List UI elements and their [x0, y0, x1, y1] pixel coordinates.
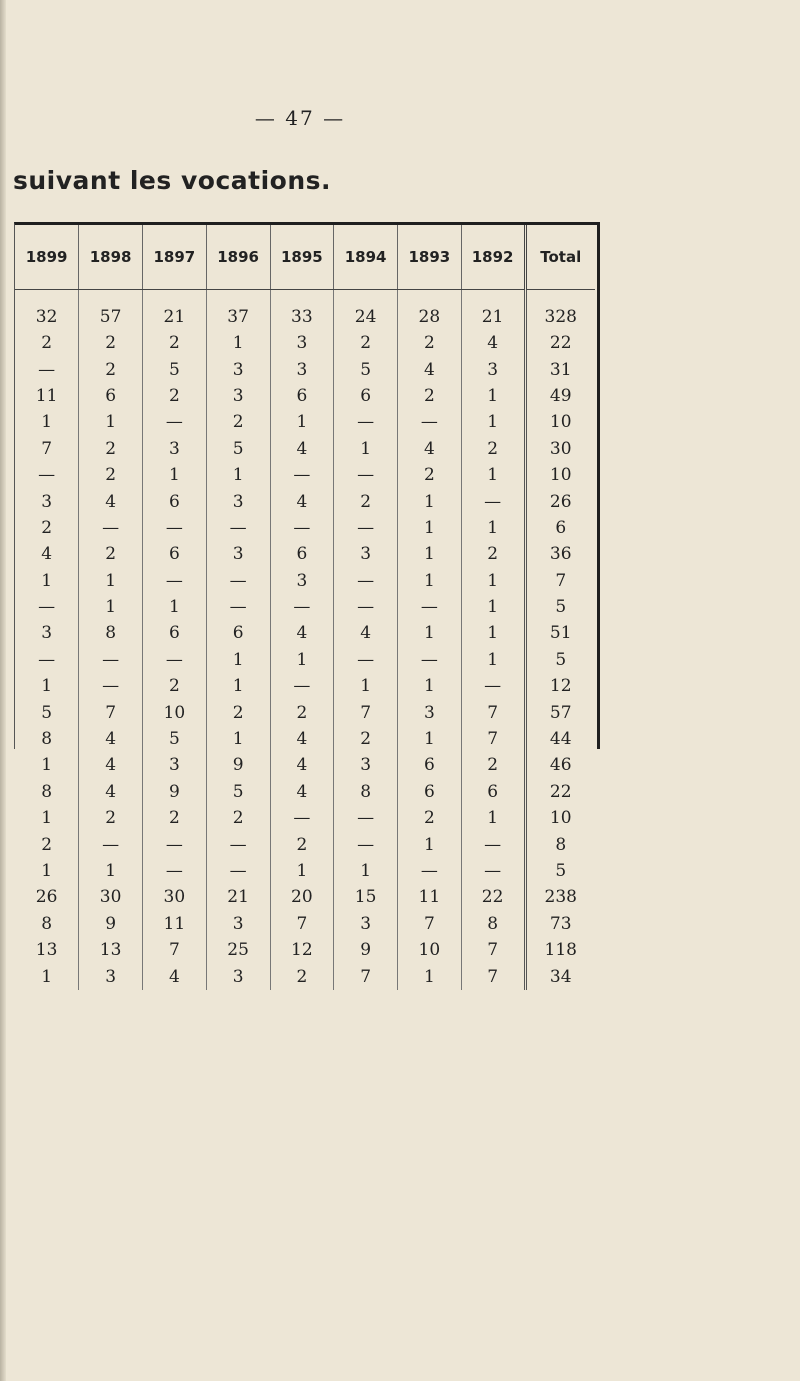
table-cell: 4 — [270, 779, 334, 805]
table-cell: — — [461, 673, 525, 699]
table-cell: 6 — [461, 779, 525, 805]
table-body — [15, 290, 595, 990]
table-cell: — — [398, 858, 462, 884]
table-cell: 24 — [334, 290, 398, 331]
table-cell: 1 — [270, 409, 334, 435]
table-cell: 4 — [79, 488, 143, 514]
table-cell: 3 — [41, 623, 53, 644]
table-cell: 2 — [398, 462, 462, 488]
table-cell: 1 — [79, 858, 143, 884]
table-cell: — — [270, 515, 334, 541]
table-cell: — — [143, 647, 207, 673]
table-cell: 30 — [79, 884, 143, 910]
table-cell: 6 — [143, 541, 207, 567]
table-cell: 26 — [35, 887, 58, 908]
table-row — [15, 330, 595, 356]
table-row — [15, 594, 595, 620]
table-cell: 4 — [398, 356, 462, 382]
table-cell: 11 — [35, 385, 58, 406]
table-row — [15, 436, 595, 462]
table-cell: 6 — [334, 383, 398, 409]
table-cell: 9 — [143, 779, 207, 805]
table-row — [15, 911, 595, 937]
table-cell: 1 — [41, 861, 53, 881]
table-row — [15, 937, 595, 963]
table-cell: 1 — [79, 594, 143, 620]
table-cell: 1 — [41, 966, 53, 987]
table-cell: — — [206, 594, 270, 620]
table-cell: 3 — [206, 911, 270, 937]
table-cell: 5 — [41, 702, 53, 723]
table-cell: 2 — [79, 356, 143, 382]
page-number: — 47 — — [254, 106, 346, 130]
table-cell: 4 — [270, 436, 334, 462]
table-cell: 1 — [398, 515, 462, 541]
table-cell: 3 — [206, 541, 270, 567]
table-cell: 7 — [270, 911, 334, 937]
table-cell: 3 — [79, 963, 143, 989]
table-cell: 2 — [206, 409, 270, 435]
table-cell: 3 — [143, 752, 207, 778]
table-row — [15, 409, 595, 435]
table-cell: 4 — [79, 726, 143, 752]
table-cell: 3 — [334, 541, 398, 567]
table-cell: 13 — [79, 937, 143, 963]
table-cell: 6 — [270, 383, 334, 409]
total-cell: 8 — [525, 831, 595, 857]
table-cell: 3 — [270, 568, 334, 594]
table-row — [15, 541, 595, 567]
table-cell: 1 — [41, 755, 53, 776]
vocations-table-frame — [14, 222, 600, 987]
table-cell: 1 — [206, 647, 270, 673]
table-cell: 2 — [398, 383, 462, 409]
table-cell: 7 — [461, 963, 525, 989]
table-cell: 4 — [398, 436, 462, 462]
table-cell: 20 — [270, 884, 334, 910]
table-cell: 7 — [461, 726, 525, 752]
table-cell: 2 — [41, 333, 53, 354]
table-cell: 2 — [79, 330, 143, 356]
total-cell: 7 — [525, 568, 595, 594]
table-cell: 1 — [398, 488, 462, 514]
table-cell: 8 — [461, 911, 525, 937]
table-row — [15, 647, 595, 673]
table-cell: 3 — [41, 491, 53, 512]
table-cell: 2 — [461, 752, 525, 778]
page-heading: suivant les vocations. — [13, 166, 332, 195]
table-cell: 6 — [206, 620, 270, 646]
table-row — [15, 752, 595, 778]
table-cell: 21 — [461, 290, 525, 331]
table-cell: 1 — [398, 620, 462, 646]
table-cell: 6 — [398, 752, 462, 778]
table-cell: 21 — [206, 884, 270, 910]
table-cell: 1 — [206, 462, 270, 488]
table-cell: 37 — [206, 290, 270, 331]
total-cell: 328 — [525, 290, 595, 331]
table-row — [15, 884, 595, 910]
table-cell: 4 — [270, 488, 334, 514]
total-cell: 73 — [525, 911, 595, 937]
table-cell: 1 — [461, 515, 525, 541]
table-cell: 5 — [143, 356, 207, 382]
table-cell: 2 — [461, 436, 525, 462]
total-cell: 12 — [525, 673, 595, 699]
table-cell: 2 — [270, 699, 334, 725]
table-cell: — — [398, 594, 462, 620]
table-cell: 1 — [143, 462, 207, 488]
header-year-1894: 1894 — [334, 225, 398, 290]
total-cell: 44 — [525, 726, 595, 752]
table-cell: 1 — [270, 858, 334, 884]
table-cell: — — [334, 647, 398, 673]
total-cell: 5 — [525, 858, 595, 884]
table-cell: — — [334, 568, 398, 594]
table-cell: 3 — [270, 330, 334, 356]
table-cell: 5 — [206, 779, 270, 805]
table-cell: 3 — [206, 383, 270, 409]
table-cell: 25 — [206, 937, 270, 963]
table-cell: 1 — [398, 726, 462, 752]
table-cell: 8 — [41, 913, 53, 934]
table-cell: 2 — [143, 805, 207, 831]
total-cell: 6 — [525, 515, 595, 541]
table-cell: — — [79, 673, 143, 699]
table-cell: 1 — [461, 647, 525, 673]
table-cell: 1 — [334, 436, 398, 462]
total-cell: 10 — [525, 805, 595, 831]
table-cell: 10 — [143, 699, 207, 725]
table-cell: — — [270, 805, 334, 831]
table-cell: 7 — [461, 699, 525, 725]
table-cell: 8 — [79, 620, 143, 646]
total-cell: 46 — [525, 752, 595, 778]
table-cell: 3 — [206, 963, 270, 989]
table-cell: — — [334, 462, 398, 488]
table-cell: — — [206, 515, 270, 541]
table-cell: 1 — [41, 412, 53, 433]
table-cell: — — [334, 831, 398, 857]
table-header-row — [15, 225, 595, 290]
table-cell: — — [334, 515, 398, 541]
total-cell: 34 — [525, 963, 595, 989]
table-cell: 4 — [143, 963, 207, 989]
table-cell: 6 — [143, 620, 207, 646]
table-cell: 6 — [143, 488, 207, 514]
table-cell: 4 — [334, 620, 398, 646]
total-cell: 238 — [525, 884, 595, 910]
table-cell: 2 — [334, 726, 398, 752]
table-cell: 1 — [461, 620, 525, 646]
table-cell: 4 — [79, 779, 143, 805]
table-cell: — — [79, 515, 143, 541]
table-cell: 1 — [461, 462, 525, 488]
table-cell: 10 — [398, 937, 462, 963]
table-row — [15, 290, 595, 331]
table-row — [15, 383, 595, 409]
table-row — [15, 620, 595, 646]
table-cell: 13 — [35, 940, 58, 961]
table-cell: — — [79, 647, 143, 673]
table-cell: 1 — [41, 676, 53, 697]
table-cell: — — [143, 515, 207, 541]
table-cell: 2 — [143, 383, 207, 409]
table-row — [15, 779, 595, 805]
table-cell: — — [398, 647, 462, 673]
table-cell: 2 — [461, 541, 525, 567]
table-cell: 4 — [461, 330, 525, 356]
table-row — [15, 699, 595, 725]
table-cell: 7 — [334, 963, 398, 989]
table-cell: 8 — [41, 729, 53, 750]
table-cell: 9 — [79, 911, 143, 937]
table-cell: 1 — [398, 568, 462, 594]
table-row — [15, 726, 595, 752]
total-cell: 22 — [525, 330, 595, 356]
table-row — [15, 963, 595, 989]
table-cell: 7 — [461, 937, 525, 963]
table-cell: 1 — [79, 568, 143, 594]
table-row — [15, 673, 595, 699]
total-cell: 51 — [525, 620, 595, 646]
page-binding-edge — [0, 0, 6, 1381]
table-cell: 5 — [334, 356, 398, 382]
table-cell: 1 — [206, 330, 270, 356]
table-cell: 4 — [270, 620, 334, 646]
total-cell: 26 — [525, 488, 595, 514]
table-cell: 1 — [398, 831, 462, 857]
table-cell: — — [143, 409, 207, 435]
total-cell: 10 — [525, 462, 595, 488]
table-cell: 3 — [270, 356, 334, 382]
table-cell: 2 — [41, 834, 53, 855]
table-cell: 4 — [79, 752, 143, 778]
table-cell: 3 — [334, 752, 398, 778]
table-cell: 9 — [206, 752, 270, 778]
table-cell: 9 — [334, 937, 398, 963]
total-cell: 57 — [525, 699, 595, 725]
header-year-1897: 1897 — [143, 225, 207, 290]
table-cell: 4 — [270, 726, 334, 752]
table-cell: 5 — [143, 726, 207, 752]
table-cell: 1 — [41, 808, 53, 829]
table-cell: 4 — [41, 544, 53, 565]
table-cell: 1 — [461, 594, 525, 620]
table-cell: 2 — [143, 330, 207, 356]
total-cell: 36 — [525, 541, 595, 567]
table-cell: 1 — [461, 805, 525, 831]
table-cell: 32 — [35, 307, 58, 327]
table-cell: 3 — [461, 356, 525, 382]
table-cell: 30 — [143, 884, 207, 910]
table-cell: 3 — [206, 356, 270, 382]
table-cell: 12 — [270, 937, 334, 963]
table-cell: 1 — [398, 963, 462, 989]
table-cell: — — [334, 594, 398, 620]
table-cell: — — [38, 649, 56, 670]
table-cell: — — [461, 858, 525, 884]
table-cell: 8 — [334, 779, 398, 805]
table-cell: 1 — [461, 568, 525, 594]
table-cell: — — [270, 462, 334, 488]
table-cell: 1 — [206, 726, 270, 752]
table-cell: 1 — [398, 541, 462, 567]
table-cell: — — [38, 465, 56, 486]
header-total: Total — [525, 225, 595, 290]
table-cell: 1 — [143, 594, 207, 620]
table-cell: 1 — [334, 673, 398, 699]
table-cell: 2 — [41, 517, 53, 538]
table-cell: — — [461, 488, 525, 514]
table-cell: 2 — [334, 330, 398, 356]
table-cell: 11 — [398, 884, 462, 910]
table-cell: 2 — [270, 963, 334, 989]
table-cell: — — [461, 831, 525, 857]
total-cell: 5 — [525, 594, 595, 620]
table-cell: — — [79, 831, 143, 857]
table-cell: 2 — [334, 488, 398, 514]
table-cell: — — [206, 858, 270, 884]
table-cell: — — [143, 831, 207, 857]
total-cell: 10 — [525, 409, 595, 435]
table-cell: 2 — [206, 699, 270, 725]
table-cell: — — [270, 673, 334, 699]
table-row — [15, 858, 595, 884]
total-cell: 5 — [525, 647, 595, 673]
table-cell: 6 — [79, 383, 143, 409]
table-cell: 7 — [398, 911, 462, 937]
table-cell: — — [143, 568, 207, 594]
table-cell: — — [334, 805, 398, 831]
table-cell: — — [398, 409, 462, 435]
table-row — [15, 805, 595, 831]
header-year-1893: 1893 — [398, 225, 462, 290]
table-cell: 5 — [206, 436, 270, 462]
table-cell: 3 — [334, 911, 398, 937]
table-row — [15, 515, 595, 541]
table-cell: 1 — [461, 409, 525, 435]
table-row — [15, 462, 595, 488]
table-cell: 2 — [206, 805, 270, 831]
table-cell: 2 — [398, 805, 462, 831]
table-cell: 3 — [206, 488, 270, 514]
table-cell: 1 — [270, 647, 334, 673]
table-cell: 1 — [79, 409, 143, 435]
table-cell: 1 — [461, 383, 525, 409]
table-cell: 22 — [461, 884, 525, 910]
header-year-1892: 1892 — [461, 225, 525, 290]
table-cell: 6 — [398, 779, 462, 805]
table-cell: 3 — [398, 699, 462, 725]
table-cell: 7 — [334, 699, 398, 725]
total-cell: 118 — [525, 937, 595, 963]
table-row — [15, 831, 595, 857]
header-year-1896: 1896 — [206, 225, 270, 290]
table-cell: 7 — [79, 699, 143, 725]
table-cell: 2 — [270, 831, 334, 857]
header-year-1895: 1895 — [270, 225, 334, 290]
table-cell: — — [206, 568, 270, 594]
header-year-1898: 1898 — [79, 225, 143, 290]
table-cell: — — [38, 597, 56, 618]
table-cell: 21 — [143, 290, 207, 331]
table-cell: 6 — [270, 541, 334, 567]
table-cell: — — [270, 594, 334, 620]
table-cell: — — [143, 858, 207, 884]
total-cell: 31 — [525, 356, 595, 382]
total-cell: 30 — [525, 436, 595, 462]
table-cell: 2 — [79, 462, 143, 488]
table-cell: 3 — [143, 436, 207, 462]
vocations-table — [15, 225, 595, 990]
table-row — [15, 488, 595, 514]
table-cell: 28 — [398, 290, 462, 331]
table-cell: 1 — [41, 570, 53, 591]
table-cell: 7 — [143, 937, 207, 963]
table-cell: 33 — [270, 290, 334, 331]
table-cell: — — [334, 409, 398, 435]
table-cell: 8 — [41, 781, 53, 802]
table-cell: 57 — [79, 290, 143, 331]
table-cell: 2 — [398, 330, 462, 356]
table-row — [15, 568, 595, 594]
table-cell: — — [206, 831, 270, 857]
table-cell: 1 — [206, 673, 270, 699]
table-cell: 2 — [143, 673, 207, 699]
table-cell: 11 — [143, 911, 207, 937]
table-cell: 2 — [79, 436, 143, 462]
header-year-1899: 1899 — [15, 225, 79, 290]
table-cell: 4 — [270, 752, 334, 778]
table-cell: 2 — [79, 541, 143, 567]
table-cell: 2 — [79, 805, 143, 831]
table-row — [15, 356, 595, 382]
total-cell: 22 — [525, 779, 595, 805]
table-cell: 7 — [41, 438, 53, 459]
table-cell: — — [38, 359, 56, 380]
table-cell: 1 — [398, 673, 462, 699]
table-cell: 1 — [334, 858, 398, 884]
total-cell: 49 — [525, 383, 595, 409]
table-cell: 15 — [334, 884, 398, 910]
